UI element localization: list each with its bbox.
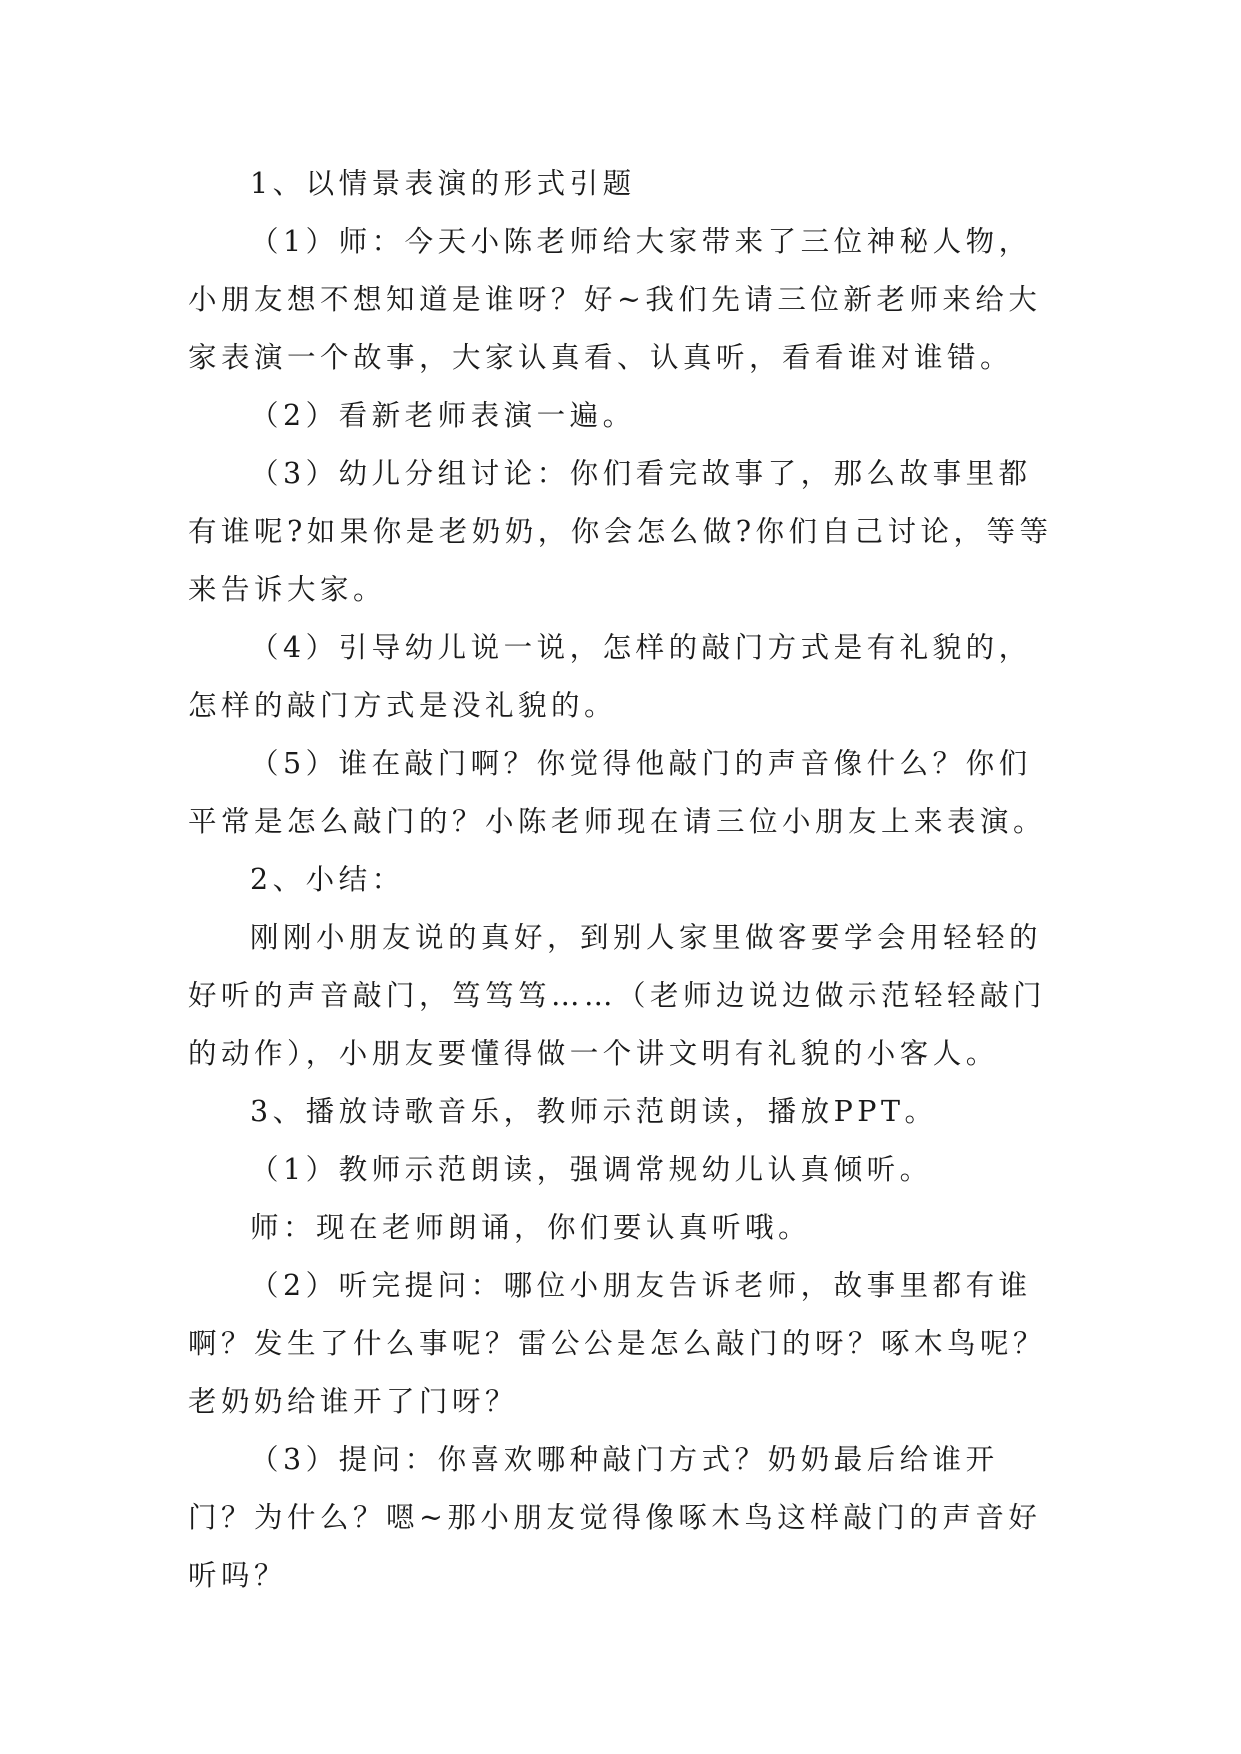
paragraph-1-1: （1）师：今天小陈老师给大家带来了三位神秘人物，小朋友想不想知道是谁呀？好~我们先请三位新老师来给大家表演一个故事，大家认真看、认真听，看看谁对谁错。 <box>188 225 1042 374</box>
paragraph-1-4: （4）引导幼儿说一说，怎样的敲门方式是有礼貌的，怎样的敲门方式是没礼貌的。 <box>188 631 1032 722</box>
paragraph-heading-2: 2、小结： <box>250 863 405 896</box>
paragraph-3-1: （1）教师示范朗读，强调常规幼儿认真倾听。 <box>250 1153 933 1186</box>
document-body <box>188 155 1058 1605</box>
paragraph-summary: 刚刚小朋友说的真好，到别人家里做客要学会用轻轻的好听的声音敲门，笃笃笃……（老师边说边做示范轻轻敲门的动作），小朋友要懂得做一个讲文明有礼貌的小客人。 <box>188 921 1047 1070</box>
paragraph-3-3: （3）提问：你喜欢哪种敲门方式？奶奶最后给谁开门？为什么？嗯~那小朋友觉得像啄木鸟这样敲门的声音好听吗？ <box>188 1443 1042 1592</box>
paragraph-1-2: （2）看新老师表演一遍。 <box>250 399 636 432</box>
paragraph-1-3: （3）幼儿分组讨论：你们看完故事了，那么故事里都有谁呢?如果你是老奶奶，你会怎么做?你们自己讨论，等等来告诉大家。 <box>188 457 1053 606</box>
paragraph-1-5: （5）谁在敲门啊？你觉得他敲门的声音像什么？你们平常是怎么敲门的？小陈老师现在请三位小朋友上来表演。 <box>188 747 1047 838</box>
paragraph-3-2: （2）听完提问：哪位小朋友告诉老师，故事里都有谁啊？发生了什么事呢？雷公公是怎么敲门的呀？啄木鸟呢？老奶奶给谁开了门呀？ <box>188 1269 1047 1418</box>
paragraph-heading-3: 3、播放诗歌音乐，教师示范朗读，播放PPT。 <box>250 1095 938 1128</box>
paragraph-heading-1: 1、以情景表演的形式引题 <box>250 167 636 200</box>
paragraph-teacher-line: 师：现在老师朗诵，你们要认真听哦。 <box>250 1211 812 1244</box>
